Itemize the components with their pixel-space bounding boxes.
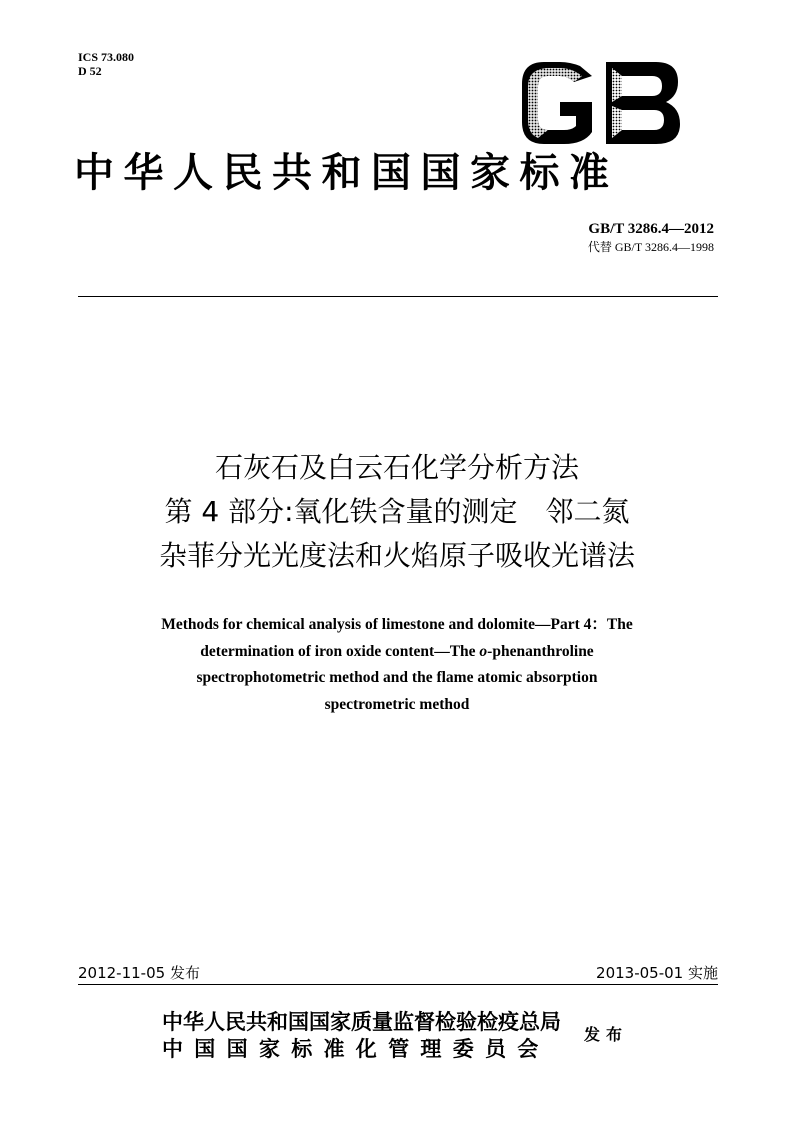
issue-date: 2012-11-05 发布 bbox=[78, 964, 200, 982]
footer-divider bbox=[78, 984, 718, 985]
standard-code-block bbox=[588, 220, 714, 255]
gb-logo bbox=[522, 62, 680, 144]
issuing-authorities bbox=[162, 1008, 561, 1062]
publish-label: 发布 bbox=[584, 1025, 629, 1044]
english-title-line: spectrophotometric method and the flame atomic absorption bbox=[196, 669, 598, 686]
implementation-date: 2013-05-01 实施 bbox=[596, 964, 718, 982]
issuer-aqsiq: 中华人民共和国国家质量监督检验检疫总局 bbox=[162, 1009, 561, 1034]
ics-code: ICS 73.080 bbox=[78, 50, 135, 64]
chinese-title-line: 杂菲分光光度法和火焰原子吸收光谱法 bbox=[158, 539, 635, 572]
english-title-line: spectrometric method bbox=[324, 695, 470, 713]
ccs-code: D 52 bbox=[78, 64, 102, 78]
classification-codes bbox=[78, 50, 134, 78]
chinese-title bbox=[40, 446, 754, 578]
english-title-line: determination of iron oxide content—The o-phenanthroline bbox=[200, 642, 594, 660]
chinese-title-line: 石灰石及白云石化学分析方法 bbox=[214, 451, 579, 484]
issuer-sac: 中国国家标准化管理委员会 bbox=[162, 1036, 550, 1061]
english-title bbox=[60, 612, 734, 718]
chinese-title-line: 第 4 部分:氧化铁含量的测定 邻二氮 bbox=[164, 495, 630, 528]
standard-type-title: 中华人民共和国国家标准 bbox=[74, 149, 619, 196]
standard-code: GB/T 3286.4—2012 bbox=[588, 221, 714, 237]
header-divider bbox=[78, 296, 718, 297]
replaces-code: 代替 GB/T 3286.4—1998 bbox=[587, 240, 714, 254]
english-title-line: Methods for chemical analysis of limestone and dolomite—Part 4：The bbox=[161, 616, 633, 633]
